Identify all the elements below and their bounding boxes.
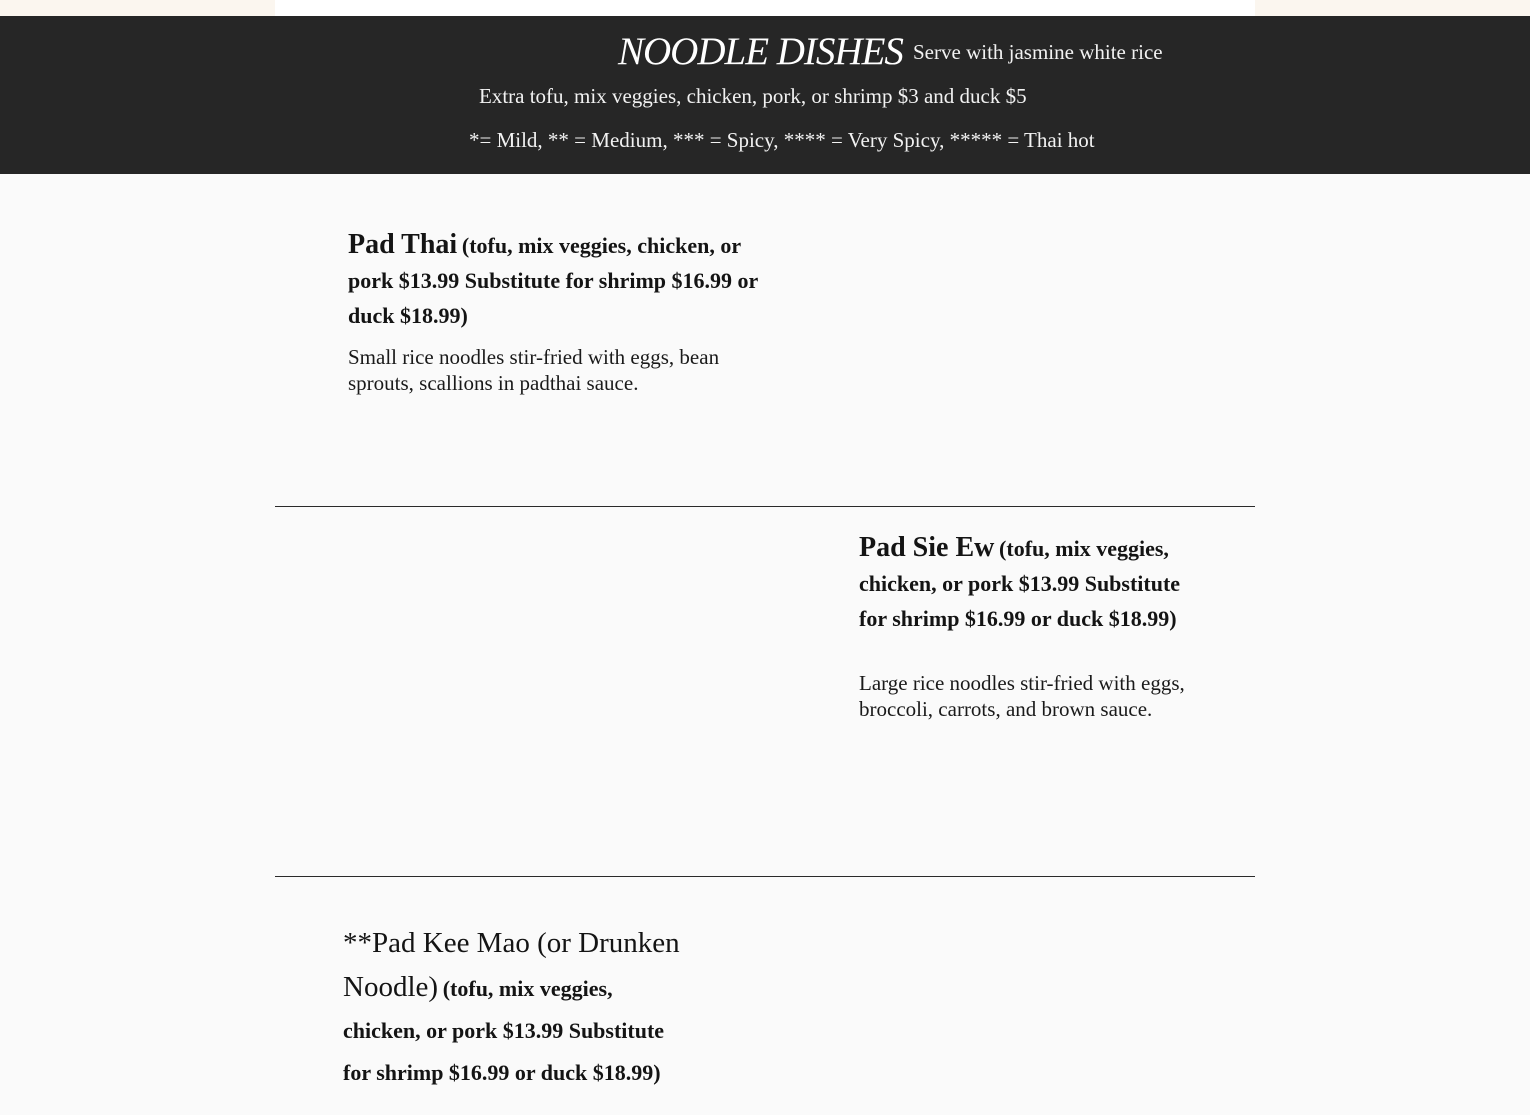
menu-item-heading — [343, 923, 683, 1095]
section-header-banner — [0, 16, 1530, 174]
menu-item-name: Pad Sie Ew — [859, 532, 995, 563]
menu-item-heading — [348, 228, 758, 334]
extras-note: Extra tofu, mix veggies, chicken, pork, or shrimp $3 and duck $5 — [479, 84, 1027, 108]
menu-item-price: (tofu, mix veggies, chicken, or pork $13.99 Substitute for shrimp $16.99 or duck $18.99) — [343, 976, 665, 1085]
top-strip-center — [275, 0, 1255, 16]
menu-item-name: **Pad Kee Mao (or Drunken Noodle) — [343, 927, 680, 1003]
section-subtitle: Serve with jasmine white rice — [913, 40, 1163, 64]
menu-item-pad-sie-ew — [859, 531, 1189, 722]
menu-item-heading — [859, 531, 1189, 637]
menu-item-price: (tofu, mix veggies, chicken, or pork $13.99 Substitute for shrimp $16.99 or duck $18.99) — [859, 536, 1181, 631]
menu-item-price: (tofu, mix veggies, chicken, or pork $13.99 Substitute for shrimp $16.99 or duck $18.99) — [348, 233, 758, 328]
menu-item-pad-thai — [348, 228, 758, 396]
menu-item-description: Small rice noodles stir-fried with eggs, bean sprouts, scallions in padthai sauce. — [348, 345, 720, 395]
menu-item-description: Large rice noodles stir-fried with eggs, broccoli, carrots, and brown sauce. — [859, 671, 1185, 721]
menu-item-name: Pad Thai — [348, 229, 458, 260]
spice-legend: *= Mild, ** = Medium, *** = Spicy, **** = Very Spicy, ***** = Thai hot — [469, 128, 1095, 152]
menu-divider — [275, 876, 1255, 877]
section-title: NOODLE DISHES — [618, 30, 903, 73]
menu-item-pad-kee-mao — [343, 923, 683, 1095]
menu-divider — [275, 506, 1255, 507]
